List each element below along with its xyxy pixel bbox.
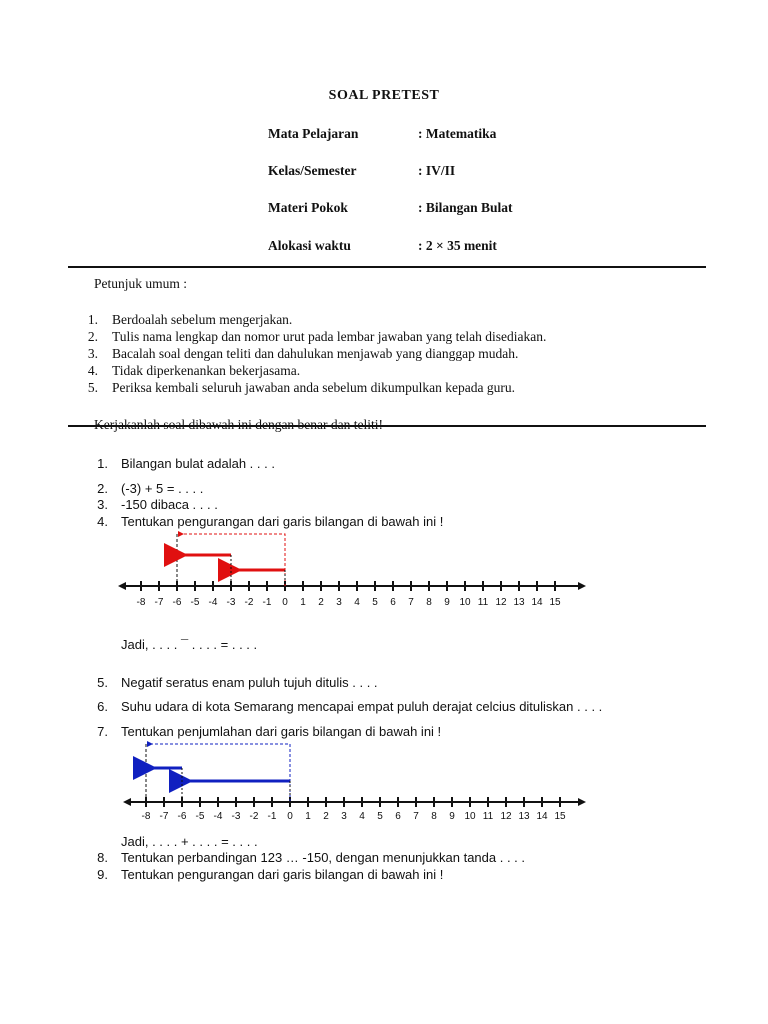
tick-label: 12 bbox=[500, 811, 512, 822]
tick-label: 6 bbox=[390, 597, 396, 608]
tick-label: 5 bbox=[377, 811, 383, 822]
answer-line-q4: Jadi, . . . . ¯ . . . . = . . . . bbox=[121, 637, 258, 652]
field-label-topic: Materi Pokok bbox=[268, 200, 348, 215]
question-number: 3. bbox=[97, 497, 108, 512]
tick-label: 8 bbox=[431, 811, 437, 822]
question-text: Tentukan perbandingan 123 … -150, dengan menunjukkan tanda . . . . bbox=[121, 850, 526, 865]
tick-label: -1 bbox=[267, 811, 277, 822]
tick-label: 15 bbox=[554, 811, 566, 822]
tick-label: 11 bbox=[477, 597, 489, 608]
instruction-number: 2. bbox=[87, 329, 98, 344]
question-text: Tentukan pengurangan dari garis bilangan di bawah ini ! bbox=[121, 867, 444, 882]
question-number: 7. bbox=[97, 724, 108, 739]
question-text: Tentukan pengurangan dari garis bilangan di bawah ini ! bbox=[121, 514, 444, 529]
instruction-number: 5. bbox=[87, 380, 98, 395]
axis-arrow-right bbox=[578, 798, 586, 806]
tick-label: -5 bbox=[190, 597, 200, 608]
field-value-topic: : Bilangan Bulat bbox=[418, 200, 513, 215]
tick-label: -3 bbox=[226, 597, 236, 608]
instruction-text: Berdoalah sebelum mengerjakan. bbox=[112, 312, 293, 327]
tick-label: 3 bbox=[336, 597, 342, 608]
question-number: 6. bbox=[97, 699, 108, 714]
tick-label: 15 bbox=[549, 597, 561, 608]
question-text: Suhu udara di kota Semarang mencapai empat puluh derajat celcius dituliskan . . . . bbox=[121, 699, 603, 714]
tick-label: -5 bbox=[195, 811, 205, 822]
tick-label: 7 bbox=[408, 597, 414, 608]
tick-label: 8 bbox=[426, 597, 432, 608]
question-number: 8. bbox=[97, 850, 108, 865]
instruction-number: 4. bbox=[87, 363, 98, 378]
instruction-text: Tidak diperkenankan bekerjasama. bbox=[112, 363, 301, 378]
instruction-text: Bacalah soal dengan teliti dan dahulukan menjawab yang dianggap mudah. bbox=[112, 346, 519, 361]
tick-label: 12 bbox=[495, 597, 507, 608]
field-label-subject: Mata Pelajaran bbox=[268, 126, 359, 141]
tick-label: 9 bbox=[444, 597, 450, 608]
dashed-guide bbox=[152, 744, 290, 802]
tick-label: -4 bbox=[208, 597, 218, 608]
field-label-class: Kelas/Semester bbox=[268, 163, 357, 178]
question-number: 5. bbox=[97, 675, 108, 690]
tick-label: -2 bbox=[244, 597, 254, 608]
answer-line-q7: Jadi, . . . . + . . . . = . . . . bbox=[121, 834, 258, 849]
tick-label: -6 bbox=[172, 597, 182, 608]
tick-label: 1 bbox=[305, 811, 311, 822]
field-value-class: : IV/II bbox=[418, 163, 456, 178]
question-number: 9. bbox=[97, 867, 108, 882]
field-value-subject: : Matematika bbox=[418, 126, 497, 141]
page-title: SOAL PRETEST bbox=[328, 88, 440, 103]
tick-label: 2 bbox=[323, 811, 329, 822]
tick-label: -2 bbox=[249, 811, 259, 822]
instruction-number: 3. bbox=[87, 346, 98, 361]
tick-label: 13 bbox=[518, 811, 530, 822]
tick-label: 6 bbox=[395, 811, 401, 822]
tick-label: 14 bbox=[536, 811, 548, 822]
tick-label: 3 bbox=[341, 811, 347, 822]
instruction-number: 1. bbox=[87, 312, 98, 327]
axis-arrow-left bbox=[123, 798, 131, 806]
tick-label: 9 bbox=[449, 811, 455, 822]
question-text: Negatif seratus enam puluh tujuh ditulis . . . . bbox=[121, 675, 378, 690]
question-text: (-3) + 5 = . . . . bbox=[121, 481, 204, 496]
instruction-text: Periksa kembali seluruh jawaban anda sebelum dikumpulkan kepada guru. bbox=[112, 380, 516, 395]
tick-label: 11 bbox=[482, 811, 494, 822]
tick-label: 13 bbox=[513, 597, 525, 608]
instructions-heading: Petunjuk umum : bbox=[94, 276, 188, 291]
question-text: Bilangan bulat adalah . . . . bbox=[121, 456, 275, 471]
tick-label: 0 bbox=[282, 597, 288, 608]
field-value-time: : 2 × 35 menit bbox=[418, 238, 497, 253]
field-label-time: Alokasi waktu bbox=[268, 238, 351, 253]
question-text: -150 dibaca . . . . bbox=[121, 497, 218, 512]
tick-label: -8 bbox=[136, 597, 146, 608]
tick-label: 14 bbox=[531, 597, 543, 608]
tick-label: -3 bbox=[231, 811, 241, 822]
instruction-text: Tulis nama lengkap dan nomor urut pada lembar jawaban yang telah disediakan. bbox=[112, 329, 547, 344]
question-text: Tentukan penjumlahan dari garis bilangan di bawah ini ! bbox=[121, 724, 442, 739]
tick-label: 1 bbox=[300, 597, 306, 608]
tick-label: -6 bbox=[177, 811, 187, 822]
tick-label: 4 bbox=[354, 597, 360, 608]
tick-label: -8 bbox=[141, 811, 151, 822]
tick-label: 10 bbox=[464, 811, 476, 822]
tick-label: -4 bbox=[213, 811, 223, 822]
tick-label: 2 bbox=[318, 597, 324, 608]
question-number: 2. bbox=[97, 481, 108, 496]
tick-label: 7 bbox=[413, 811, 419, 822]
question-number: 1. bbox=[97, 456, 108, 471]
tick-label: -7 bbox=[159, 811, 169, 822]
tick-label: 10 bbox=[459, 597, 471, 608]
tick-label: 5 bbox=[372, 597, 378, 608]
tick-label: -7 bbox=[154, 597, 164, 608]
tick-label: -1 bbox=[262, 597, 272, 608]
tick-label: 0 bbox=[287, 811, 293, 822]
question-number: 4. bbox=[97, 514, 108, 529]
tick-label: 4 bbox=[359, 811, 365, 822]
